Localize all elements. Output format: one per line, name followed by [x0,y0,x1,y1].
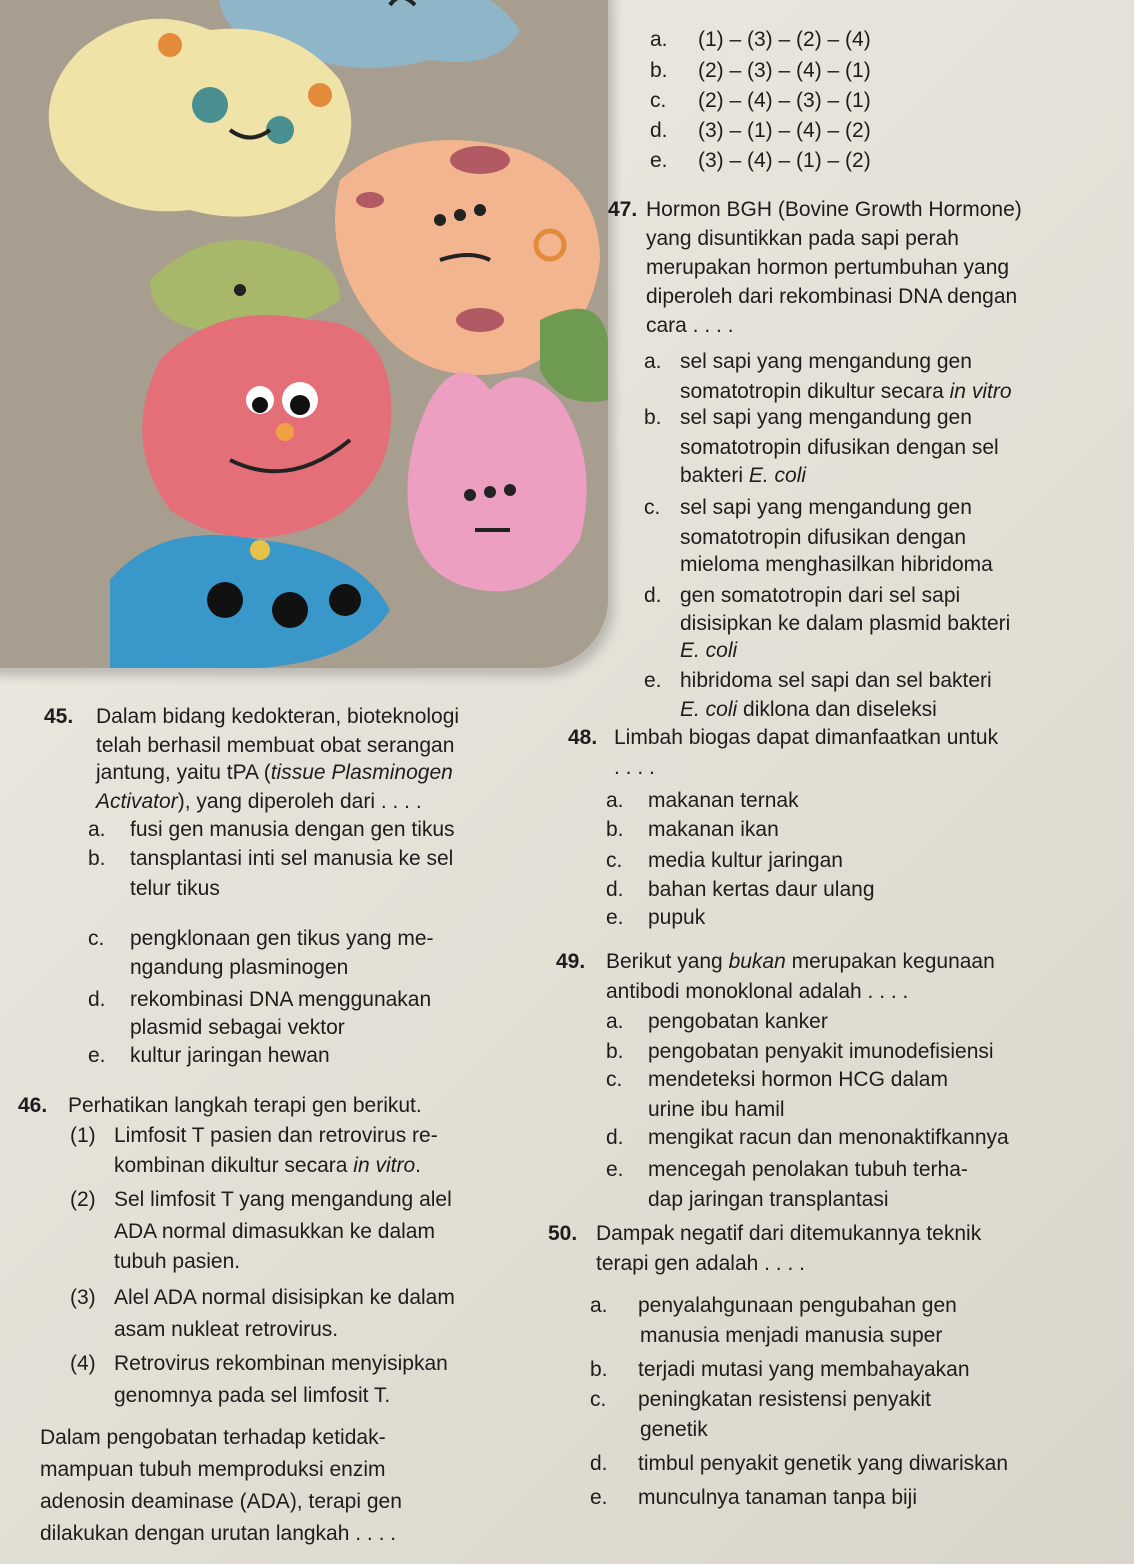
option-label: c. [88,927,105,950]
option-text: mieloma menghasilkan hibridoma [680,553,993,576]
option-label: e. [644,669,662,692]
q50-stem-line [596,1250,805,1278]
q47-option-line [680,434,999,462]
option-label: a. [590,1294,608,1317]
option-label: e. [650,149,668,172]
option-text: (1) – (3) – (2) – (4) [698,28,871,51]
option-text: penyalahgunaan pengubahan gen [638,1294,957,1317]
option-label: b. [606,1040,624,1063]
q48-option [606,787,799,815]
closing-text: adenosin deaminase (ADA), terapi gen [40,1490,402,1513]
option-text: ngandung plasminogen [130,956,349,979]
question-number: 46. [18,1094,48,1117]
option-label: d. [606,1126,624,1149]
q45-option-line [130,954,348,982]
step-text: asam nukleat retrovirus. [114,1318,339,1341]
q45-option-line [88,845,453,873]
option-label: e. [88,1044,106,1067]
option-label: c. [644,496,661,519]
option-text: E. coli diklona dan diseleksi [680,698,937,721]
q46-step-line [70,1122,438,1150]
q49-option-line [648,1096,785,1124]
option-label: d. [606,878,624,901]
option-label: e. [606,1158,624,1181]
q46-step-line [114,1382,390,1410]
option-text: genetik [640,1418,708,1441]
option-text: somatotropin difusikan dengan sel [680,436,999,459]
q46-step-line [114,1152,421,1180]
q49-option-line [606,1038,994,1066]
option-text: mengikat racun dan menonaktifkannya [648,1126,1009,1149]
option-label: b. [88,847,106,870]
step-text: Limfosit T pasien dan retrovirus re- [114,1124,438,1147]
q48-option [606,816,779,844]
q48-option [606,904,705,932]
q46-option [650,57,871,85]
q45-stem-line [44,703,459,731]
stem-text: antibodi monoklonal adalah . . . . [606,980,909,1003]
option-label: a. [650,28,668,51]
q50-option-line [590,1484,917,1512]
q45-option-line [130,1014,345,1042]
stem-text: Berikut yang bukan merupakan kegunaan [606,950,995,973]
q45-option-line [130,875,220,903]
option-text: kultur jaringan hewan [130,1044,330,1067]
step-text: tubuh pasien. [114,1250,241,1273]
q47-option-line [680,696,937,724]
q49-stem-line [606,978,908,1006]
stem-text: Limbah biogas dapat dimanfaatkan untuk [614,726,999,749]
q47-option-line [680,551,993,579]
step-text: kombinan dikultur secara in vitro. [114,1154,421,1177]
option-text: hibridoma sel sapi dan sel bakteri [680,669,992,692]
q50-option-line [590,1386,931,1414]
option-text: somatotropin dikultur secara in vitro [680,380,1012,403]
closing-text: Dalam pengobatan terhadap ketidak- [40,1426,386,1449]
q50-option-line [640,1322,942,1350]
step-text: ADA normal dimasukkan ke dalam [114,1220,435,1243]
q46-option [650,87,871,115]
stem-text: cara . . . . [646,314,734,337]
q46-step-line [70,1186,452,1214]
option-text: sel sapi yang mengandung gen [680,496,972,519]
stem-text: Dalam bidang kedokteran, bioteknologi [96,705,460,728]
option-text: (2) – (3) – (4) – (1) [698,59,871,82]
option-label: a. [606,1010,624,1033]
option-text: makanan ikan [648,818,779,841]
option-label: e. [606,906,624,929]
option-text: gen somatotropin dari sel sapi [680,584,961,607]
q50-option-line [590,1292,957,1320]
q47-option-line [644,667,992,695]
q48-stem-line [568,724,998,752]
option-text: pengobatan penyakit imunodefisiensi [648,1040,994,1063]
option-text: media kultur jaringan [648,849,843,872]
stem-text: diperoleh dari rekombinasi DNA dengan [646,285,1018,308]
stem-text: jantung, yaitu tPA (tissue Plasminogen [96,761,453,784]
stem-text: Activator), yang diperoleh dari . . . . [96,790,422,813]
closing-text: mampuan tubuh memproduksi enzim [40,1458,386,1481]
phone-case-illustration [0,0,608,668]
q50-stem-line [548,1220,981,1248]
q47-option-line [680,462,806,490]
q47-option-line [644,404,972,432]
q50-option-line [640,1416,708,1444]
q45-option-line [88,816,455,844]
stem-text: merupakan hormon pertumbuhan yang [646,256,1010,279]
question-number: 49. [556,950,586,973]
step-text: Retrovirus rekombinan menyisipkan [114,1352,448,1375]
q45-stem-line [96,732,454,760]
q46-option [650,147,871,175]
option-label: b. [606,818,624,841]
phone-case [0,0,608,668]
q46-closing-line [40,1488,402,1516]
option-text: terjadi mutasi yang membahayakan [638,1358,970,1381]
option-text: makanan ternak [648,789,799,812]
q47-option-line [644,582,960,610]
q45-stem-line [96,788,422,816]
q49-option-line [606,1156,968,1184]
q45-option-line [88,986,431,1014]
question-stem-line [646,225,1076,253]
option-text: somatotropin difusikan dengan [680,526,967,549]
q46-step-line [114,1248,240,1276]
option-text: timbul penyakit genetik yang diwariskan [638,1452,1009,1475]
option-label: c. [650,89,667,112]
q46-step-line [114,1316,338,1344]
pink-bunny-sticker [408,372,587,591]
option-label: b. [644,406,662,429]
q50-option-line [590,1450,1008,1478]
q45-stem-line [96,759,453,787]
q47-option-line [644,348,972,376]
q47-option-line [644,494,972,522]
q48-option [606,876,875,904]
q49-option-line [648,1186,889,1214]
q45-option-line [88,925,434,953]
question-stem-line [608,196,1076,224]
step-text: Alel ADA normal disisipkan ke dalam [114,1286,455,1309]
option-text: rekombinasi DNA menggunakan [130,988,432,1011]
option-label: d. [644,584,662,607]
option-text: sel sapi yang mengandung gen [680,406,972,429]
option-label: c. [606,849,623,872]
option-text: bahan kertas daur ulang [648,878,875,901]
option-text: fusi gen manusia dengan gen tikus [130,818,455,841]
q48-stem-line [614,754,655,782]
option-text: mendeteksi hormon HCG dalam [648,1068,948,1091]
q46-step-line [114,1218,435,1246]
option-text: disisipkan ke dalam plasmid bakteri [680,612,1011,635]
stem-text: Hormon BGH (Bovine Growth Hormone) [646,198,1022,221]
option-text: (2) – (4) – (3) – (1) [698,89,871,112]
option-text: (3) – (4) – (1) – (2) [698,149,871,172]
option-text: plasmid sebagai vektor [130,1016,345,1039]
option-label: d. [88,988,106,1011]
q46-closing-line [40,1520,396,1548]
option-text: pupuk [648,906,706,929]
step-text: Sel limfosit T yang mengandung alel [114,1188,452,1211]
option-label: b. [650,59,668,82]
stem-text: . . . . [614,756,655,779]
question-number: 47. [608,198,638,221]
q47-option-line [680,610,1010,638]
option-label: d. [650,119,668,142]
stem-text: yang disuntikkan pada sapi perah [646,227,959,250]
question-number: 45. [44,705,74,728]
option-label: b. [590,1358,608,1381]
option-text: pengklonaan gen tikus yang me- [130,927,434,950]
q47-option-line [680,637,737,665]
question-number: 50. [548,1222,578,1245]
question-stem-line [646,254,1076,282]
question-stem-line [646,312,1076,340]
closing-text: dilakukan dengan urutan langkah . . . . [40,1522,397,1545]
option-text: dap jaringan transplantasi [648,1188,889,1211]
q48-option [606,847,843,875]
q49-option-line [606,1008,828,1036]
stem-text: terapi gen adalah . . . . [596,1252,805,1275]
q46-step-line [70,1284,455,1312]
step-label: (1) [70,1124,96,1147]
q46-step-line [70,1350,448,1378]
option-text: E. coli [680,639,738,662]
option-label: c. [606,1068,623,1091]
stem-text: Dampak negatif dari ditemukannya teknik [596,1222,982,1245]
step-label: (3) [70,1286,96,1309]
option-text: mencegah penolakan tubuh terha- [648,1158,968,1181]
stem-text: Perhatikan langkah terapi gen berikut. [68,1094,422,1117]
option-label: d. [590,1452,608,1475]
q47-option-line [680,378,1012,406]
option-label: e. [590,1486,608,1509]
q46-closing-line [40,1456,386,1484]
option-text: peningkatan resistensi penyakit [638,1388,932,1411]
question-stem-line [646,283,1076,311]
q46-option [650,117,871,145]
q46-option [650,26,871,54]
option-label: a. [644,350,662,373]
option-text: bakteri E. coli [680,464,807,487]
step-text: genomnya pada sel limfosit T. [114,1384,391,1407]
step-label: (2) [70,1188,96,1211]
q47-option-line [680,524,966,552]
option-text: telur tikus [130,877,220,900]
option-text: pengobatan kanker [648,1010,828,1033]
option-text: (3) – (1) – (4) – (2) [698,119,871,142]
option-label: a. [606,789,624,812]
option-text: tansplantasi inti sel manusia ke sel [130,847,454,870]
option-label: c. [590,1388,607,1411]
question-number: 48. [568,726,598,749]
q46-stem-line [18,1092,422,1120]
option-text: manusia menjadi manusia super [640,1324,943,1347]
option-text: munculnya tanaman tanpa biji [638,1486,918,1509]
stem-text: telah berhasil membuat obat serangan [96,734,455,757]
q49-option-line [606,1124,1009,1152]
option-text: sel sapi yang mengandung gen [680,350,972,373]
q45-option-line [88,1042,330,1070]
option-label: a. [88,818,106,841]
q46-closing-line [40,1424,386,1452]
option-text: urine ibu hamil [648,1098,785,1121]
q49-option-line [606,1066,948,1094]
step-label: (4) [70,1352,96,1375]
q49-stem-line [556,948,995,976]
q50-option-line [590,1356,970,1384]
